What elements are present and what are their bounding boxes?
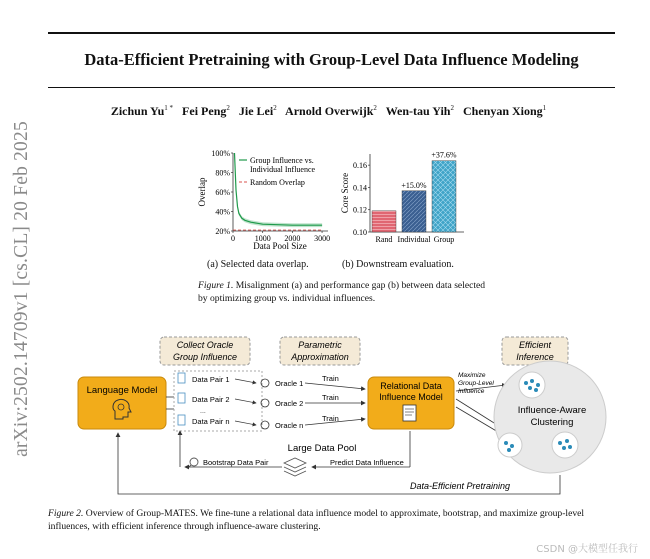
caption-text: Misalignment (a) and performance gap (b) between data selected by optimizing group vs. individual influences. bbox=[198, 280, 486, 304]
author: Zichun Yu bbox=[110, 104, 165, 118]
pair-label: Data Pair 1 bbox=[192, 375, 230, 384]
cluster-label: Influence-Aware bbox=[517, 405, 587, 416]
maximize-label: Influence bbox=[458, 388, 485, 395]
influence-aware-clustering bbox=[494, 361, 606, 473]
y-tick-label: 0.12 bbox=[353, 205, 367, 215]
y-tick-label: 80% bbox=[215, 168, 230, 178]
y-tick-label: 20% bbox=[215, 227, 230, 236]
x-tick-label: Group bbox=[433, 235, 455, 244]
paper-title: Data-Efficient Pretraining with Group-Level Data Influence Modeling bbox=[84, 50, 579, 69]
x-tick-label: Rand bbox=[375, 235, 393, 244]
affiliation: 1 * bbox=[164, 104, 174, 112]
tag-text: Group Influence bbox=[172, 352, 238, 362]
author: Chenyan Xiong bbox=[462, 104, 543, 118]
y-tick-label: 0.10 bbox=[353, 228, 367, 237]
watermark: CSDN @大模型任我行 bbox=[536, 544, 638, 555]
tag-text: Efficient bbox=[518, 340, 552, 350]
data-label: +37.6% bbox=[431, 150, 457, 160]
figure2-caption bbox=[48, 507, 623, 533]
x-axis-label: Data Pool Size bbox=[253, 241, 307, 251]
affiliation: 2 bbox=[450, 104, 454, 112]
ellipsis: ... bbox=[200, 408, 206, 415]
affiliation: 1 bbox=[542, 104, 547, 112]
x-tick-label: 1000 bbox=[254, 234, 271, 243]
cluster-label: Clustering bbox=[530, 417, 574, 428]
pair-label: Data Pair n bbox=[192, 417, 230, 426]
y-axis-label: Overlap bbox=[197, 177, 207, 207]
legend-label: Group Influence vs. bbox=[250, 156, 314, 165]
train-label: Train bbox=[322, 374, 339, 383]
data-label: +15.0% bbox=[401, 180, 427, 190]
predict-label: Predict Data Influence bbox=[330, 458, 404, 467]
title-rule bbox=[48, 87, 615, 88]
legend-label: Random Overlap bbox=[250, 178, 305, 187]
bar-individual bbox=[402, 191, 426, 232]
subcaption-a: (a) Selected data overlap. bbox=[207, 259, 309, 270]
tag-text: Approximation bbox=[291, 352, 349, 362]
figure-label: Figure 1. bbox=[198, 280, 234, 291]
maximize-label: Group-Level bbox=[458, 380, 494, 387]
oracle-label: Oracle n bbox=[275, 421, 304, 430]
train-label: Train bbox=[322, 414, 339, 423]
maximize-label: Maximize bbox=[458, 372, 486, 379]
tag-text: Collect Oracle bbox=[176, 340, 234, 350]
author: Jie Lei bbox=[238, 104, 274, 118]
tag-text: Parametric bbox=[298, 340, 342, 350]
author: Fei Peng bbox=[182, 104, 227, 118]
top-rule bbox=[48, 32, 615, 34]
y-tick-label: 60% bbox=[215, 188, 230, 197]
x-tick-label: Individual bbox=[397, 235, 431, 244]
pool-label: Large Data Pool bbox=[287, 443, 357, 454]
relational-model-box bbox=[368, 377, 454, 429]
figure1-caption bbox=[198, 279, 488, 305]
affiliation: 2 bbox=[373, 104, 377, 112]
author: Arnold Overwijk bbox=[285, 104, 374, 118]
x-tick-label: 0 bbox=[231, 234, 235, 243]
box-label: Language Model bbox=[86, 385, 158, 396]
tag-parametric bbox=[280, 337, 360, 365]
y-axis-label: Core Score bbox=[340, 172, 350, 214]
y-tick-label: 0.16 bbox=[353, 161, 367, 171]
affiliation: 2 bbox=[273, 104, 277, 112]
figure-label: Figure 2. bbox=[48, 508, 84, 519]
data-pair-2 bbox=[178, 393, 303, 408]
arxiv-stamp: arXiv:2502.14709v1 [cs.CL] 20 Feb 2025 bbox=[11, 121, 32, 457]
affiliation: 2 bbox=[226, 104, 230, 112]
x-tick-label: 3000 bbox=[314, 234, 331, 243]
data-stack-icon bbox=[284, 458, 306, 476]
y-tick-label: 40% bbox=[215, 207, 230, 217]
author: Wen-tau Yih bbox=[385, 104, 451, 118]
pair-label: Data Pair 2 bbox=[192, 395, 230, 404]
box-label: Relational Data bbox=[380, 381, 442, 391]
tag-text: Inference bbox=[516, 352, 554, 362]
search-icon bbox=[188, 458, 198, 468]
bootstrap-label: Bootstrap Data Pair bbox=[203, 458, 269, 467]
document-icon bbox=[178, 373, 185, 383]
box-label: Influence Model bbox=[379, 392, 443, 402]
caption-text: Overview of Group-MATES. We fine-tune a relational data influence model to approximate, bootstrap, and maximize group-level influences, with efficient inference through influence-aware clustering. bbox=[48, 508, 585, 532]
overlap-chart bbox=[195, 145, 335, 253]
y-tick-label: 100% bbox=[211, 149, 230, 158]
bar-group bbox=[432, 161, 456, 232]
author-list bbox=[48, 104, 615, 119]
data-pair-n bbox=[178, 415, 303, 430]
core-score-chart bbox=[338, 150, 478, 250]
tag-efficient-inference bbox=[502, 337, 568, 365]
group-mates-diagram bbox=[60, 333, 620, 501]
train-label: Train bbox=[322, 393, 339, 402]
oracle-label: Oracle 1 bbox=[275, 379, 304, 388]
subcaption-b: (b) Downstream evaluation. bbox=[342, 259, 454, 270]
legend-label: Individual Influence bbox=[250, 165, 316, 174]
tag-collect-oracle bbox=[160, 337, 250, 365]
document-icon bbox=[178, 393, 185, 403]
bar-rand bbox=[372, 211, 396, 232]
train-arrow bbox=[305, 383, 365, 389]
document-icon bbox=[178, 415, 185, 425]
model-doc-icon bbox=[403, 405, 416, 421]
language-model-box bbox=[78, 377, 166, 429]
oracle-label: Oracle 2 bbox=[275, 399, 304, 408]
pretraining-label: Data-Efficient Pretraining bbox=[409, 481, 511, 491]
x-tick-label: 2000 bbox=[284, 234, 301, 243]
data-pair-1 bbox=[178, 373, 303, 388]
y-tick-label: 0.14 bbox=[353, 183, 367, 193]
